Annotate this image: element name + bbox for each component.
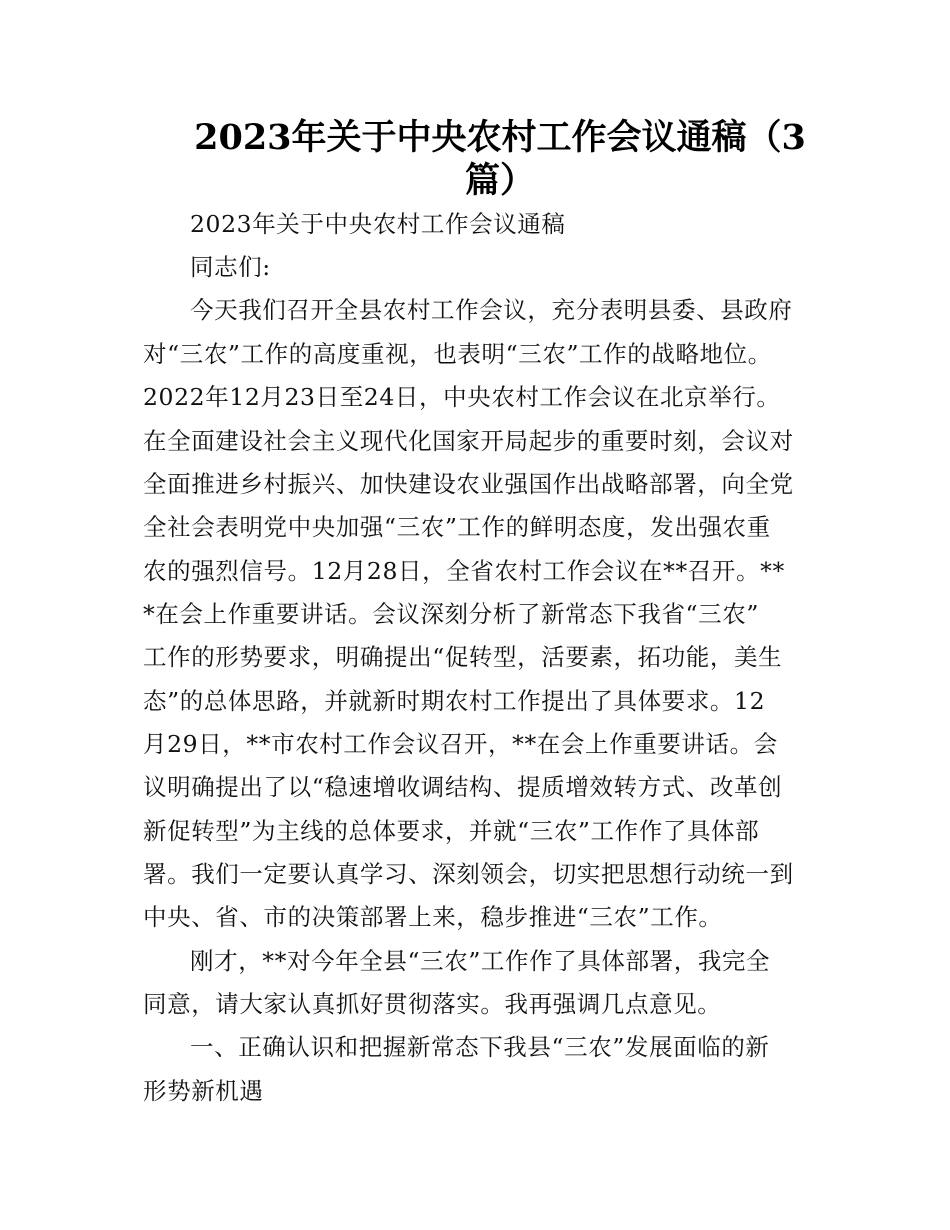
- section-heading-line: 形势新机遇: [143, 1077, 264, 1105]
- paragraph-line: 全社会表明党中央加强“三农”工作的鲜明态度，发出强农重: [143, 513, 771, 541]
- paragraph-line: 同意，请大家认真抓好贯彻落实。我再强调几点意见。: [143, 990, 722, 1018]
- paragraph-line: 农的强烈信号。12月28日，全省农村工作会议在**召开。**: [143, 557, 785, 585]
- paragraph-line: 全面推进乡村振兴、加快建设农业强国作出战略部署，向全党: [143, 470, 794, 498]
- section-heading-line: 一、正确认识和把握新常态下我县“三农”发展面临的新: [190, 1033, 770, 1061]
- subtitle: 2023年关于中央农村工作会议通稿: [190, 210, 566, 238]
- paragraph-line: 今天我们召开全县农村工作会议，充分表明县委、县政府: [190, 296, 793, 324]
- document-title-line-1: 2023年关于中央农村工作会议通稿（3: [194, 117, 806, 158]
- document-title-line-2: 篇）: [464, 160, 535, 201]
- paragraph-line: 议明确提出了以“稳速增收调结构、提质增效转方式、改革创: [143, 773, 783, 801]
- salutation: 同志们:: [190, 253, 271, 281]
- paragraph-line: 刚才，**对今年全县“三农”工作作了具体部署，我完全: [190, 947, 771, 975]
- paragraph-line: 中央、省、市的决策部署上来，稳步推进“三农”工作。: [143, 903, 723, 931]
- paragraph-line: 2022年12月23日至24日，中央农村工作会议在北京举行。: [143, 383, 781, 411]
- paragraph-line: 对“三农”工作的高度重视，也表明“三农”工作的战略地位。: [143, 340, 772, 368]
- paragraph-line: 新促转型”为主线的总体要求，并就“三农”工作作了具体部: [143, 817, 760, 845]
- paragraph-line: 在全面建设社会主义现代化国家开局起步的重要时刻，会议对: [143, 427, 794, 455]
- paragraph-line: 署。我们一定要认真学习、深刻领会，切实把思想行动统一到: [143, 860, 794, 888]
- paragraph-line: 工作的形势要求，明确提出“促转型，活要素，拓功能，美生: [143, 643, 783, 671]
- paragraph-line: 月29日，**市农村工作会议召开，**在会上作重要讲话。会: [143, 730, 778, 758]
- paragraph-line: *在会上作重要讲话。会议深刻分析了新常态下我省“三农”: [143, 600, 759, 628]
- paragraph-line: 态”的总体思路，并就新时期农村工作提出了具体要求。12: [143, 687, 766, 715]
